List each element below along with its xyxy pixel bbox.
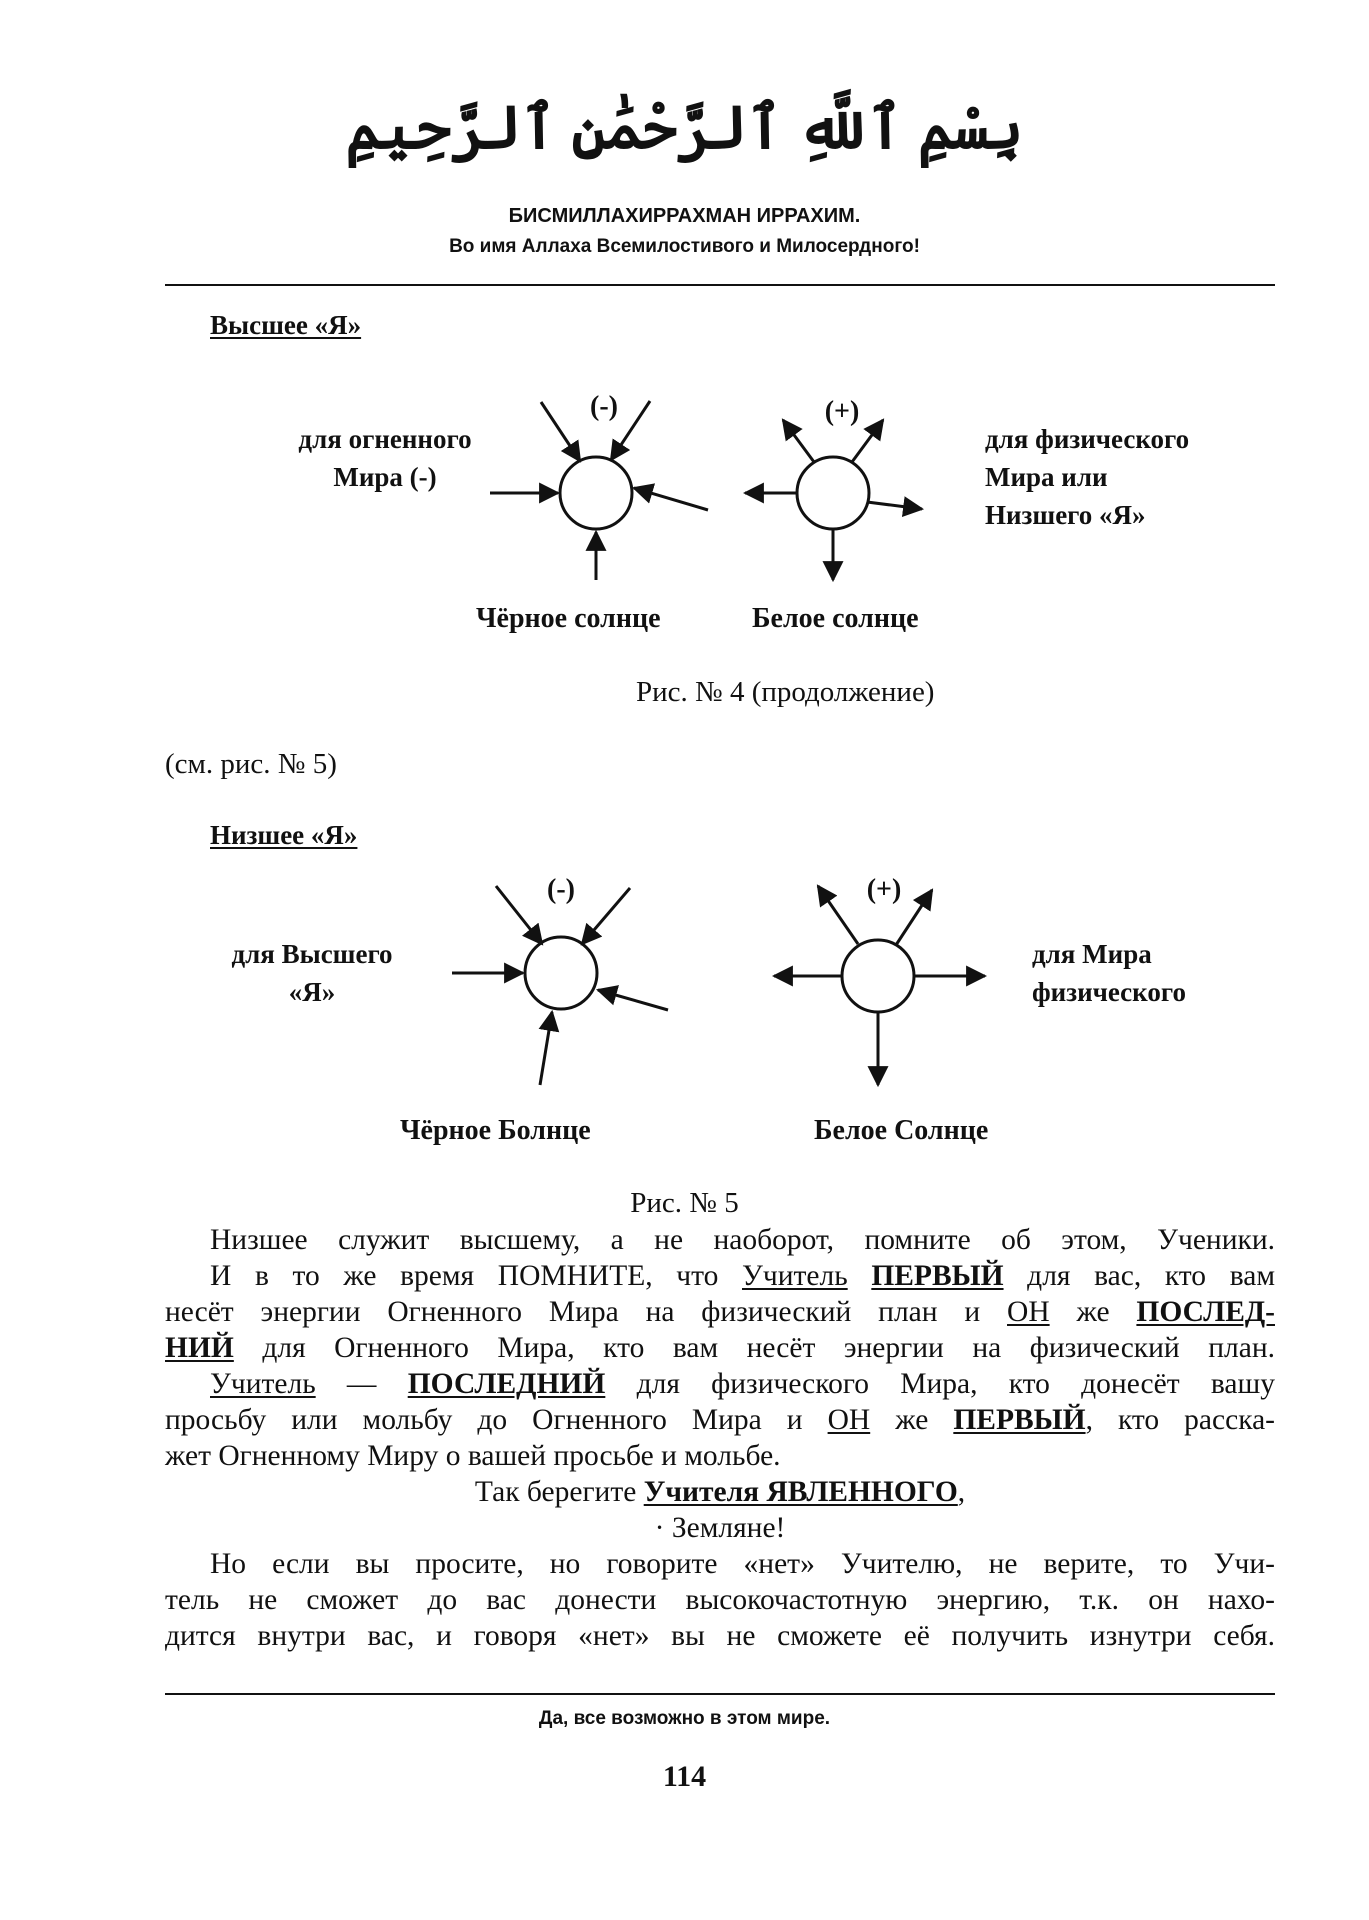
footer-motto: Да, все возможно в этом мире. [538,1708,831,1729]
body-line: дится внутри вас, и говоря «нет» вы не сможете её получить изнутри себя. [165,1620,1275,1652]
body-line: Так берегите Учителя ЯВЛЕННОГО, [474,1476,966,1508]
page-number: 114 [662,1760,707,1793]
section1-black-sun-label: Чёрное солнце [476,603,661,634]
black-sun-1-symbol [490,401,708,580]
section2-right-label: для Мира физического [1032,939,1186,1007]
body-line: НИЙ для Огненного Мира, кто вам несёт энергии на физический план. [165,1332,1275,1364]
section2-white-sun-label: Белое Солнце [814,1115,989,1146]
section1-minus-sign: (-) [590,391,618,422]
section1-right-label: для физического Мира или Низшего «Я» [985,424,1190,530]
body-line: просьбу или мольбу до Огненного Мира и ОН же ПЕРВЫЙ, кто расска- [165,1404,1275,1436]
body-line: несёт энергии Огненного Мира на физический план и ОН же ПОСЛЕД- [165,1296,1275,1328]
body-line: · Земляне! [654,1512,786,1544]
figure-4-caption: Рис. № 4 (продолжение) [636,676,935,708]
section2-black-sun-label: Чёрное Болнце [400,1115,591,1146]
section1-plus-sign: (+) [824,396,860,427]
header-rule [165,284,1275,286]
header-subtitle: Во имя Аллаха Всемилостивого и Милосердного! [449,236,920,257]
section1-left-label: для огненного Мира (-) [298,424,472,492]
see-figure-reference: (см. рис. № 5) [165,748,337,780]
body-line: жет Огненному Миру о вашей просьбе и мольбе. [165,1440,781,1472]
body-line: Низшее служит высшему, а не наоборот, помните об этом, Ученики. [210,1224,1275,1256]
bismillah-calligraphy: بِسْمِ ٱللَّهِ ٱلرَّحْمَٰنِ ٱلرَّحِيمِ [345,95,1024,161]
section2-heading: Низшее «Я» [210,820,358,850]
white-sun-2-symbol [774,886,985,1085]
footer-rule [165,1693,1275,1695]
body-line: Но если вы просите, но говорите «нет» Учителю, не верите, то Учи- [210,1548,1275,1580]
white-sun-1-symbol [745,420,922,580]
section2-plus-sign: (+) [866,874,902,905]
section2-minus-sign: (-) [547,874,575,905]
body-line: Учитель — ПОСЛЕДНИЙ для физического Мира, кто донесёт вашу [210,1368,1275,1400]
figure-5-caption: Рис. № 5 [630,1187,739,1219]
black-sun-2-symbol [452,886,668,1085]
body-line: И в то же время ПОМНИТЕ, что Учитель ПЕРВЫЙ для вас, кто вам [210,1260,1275,1292]
header-title: БИСМИЛЛАХИРРАХМАН ИРРАХИМ. [508,205,861,227]
body-line: тель не сможет до вас донести высокочастотную энергию, т.к. он нахо- [165,1584,1275,1616]
section1-white-sun-label: Белое солнце [752,603,919,634]
section1-heading: Высшее «Я» [210,310,362,340]
body-text [165,1222,1275,1654]
section2-left-label: для Высшего «Я» [231,939,393,1007]
